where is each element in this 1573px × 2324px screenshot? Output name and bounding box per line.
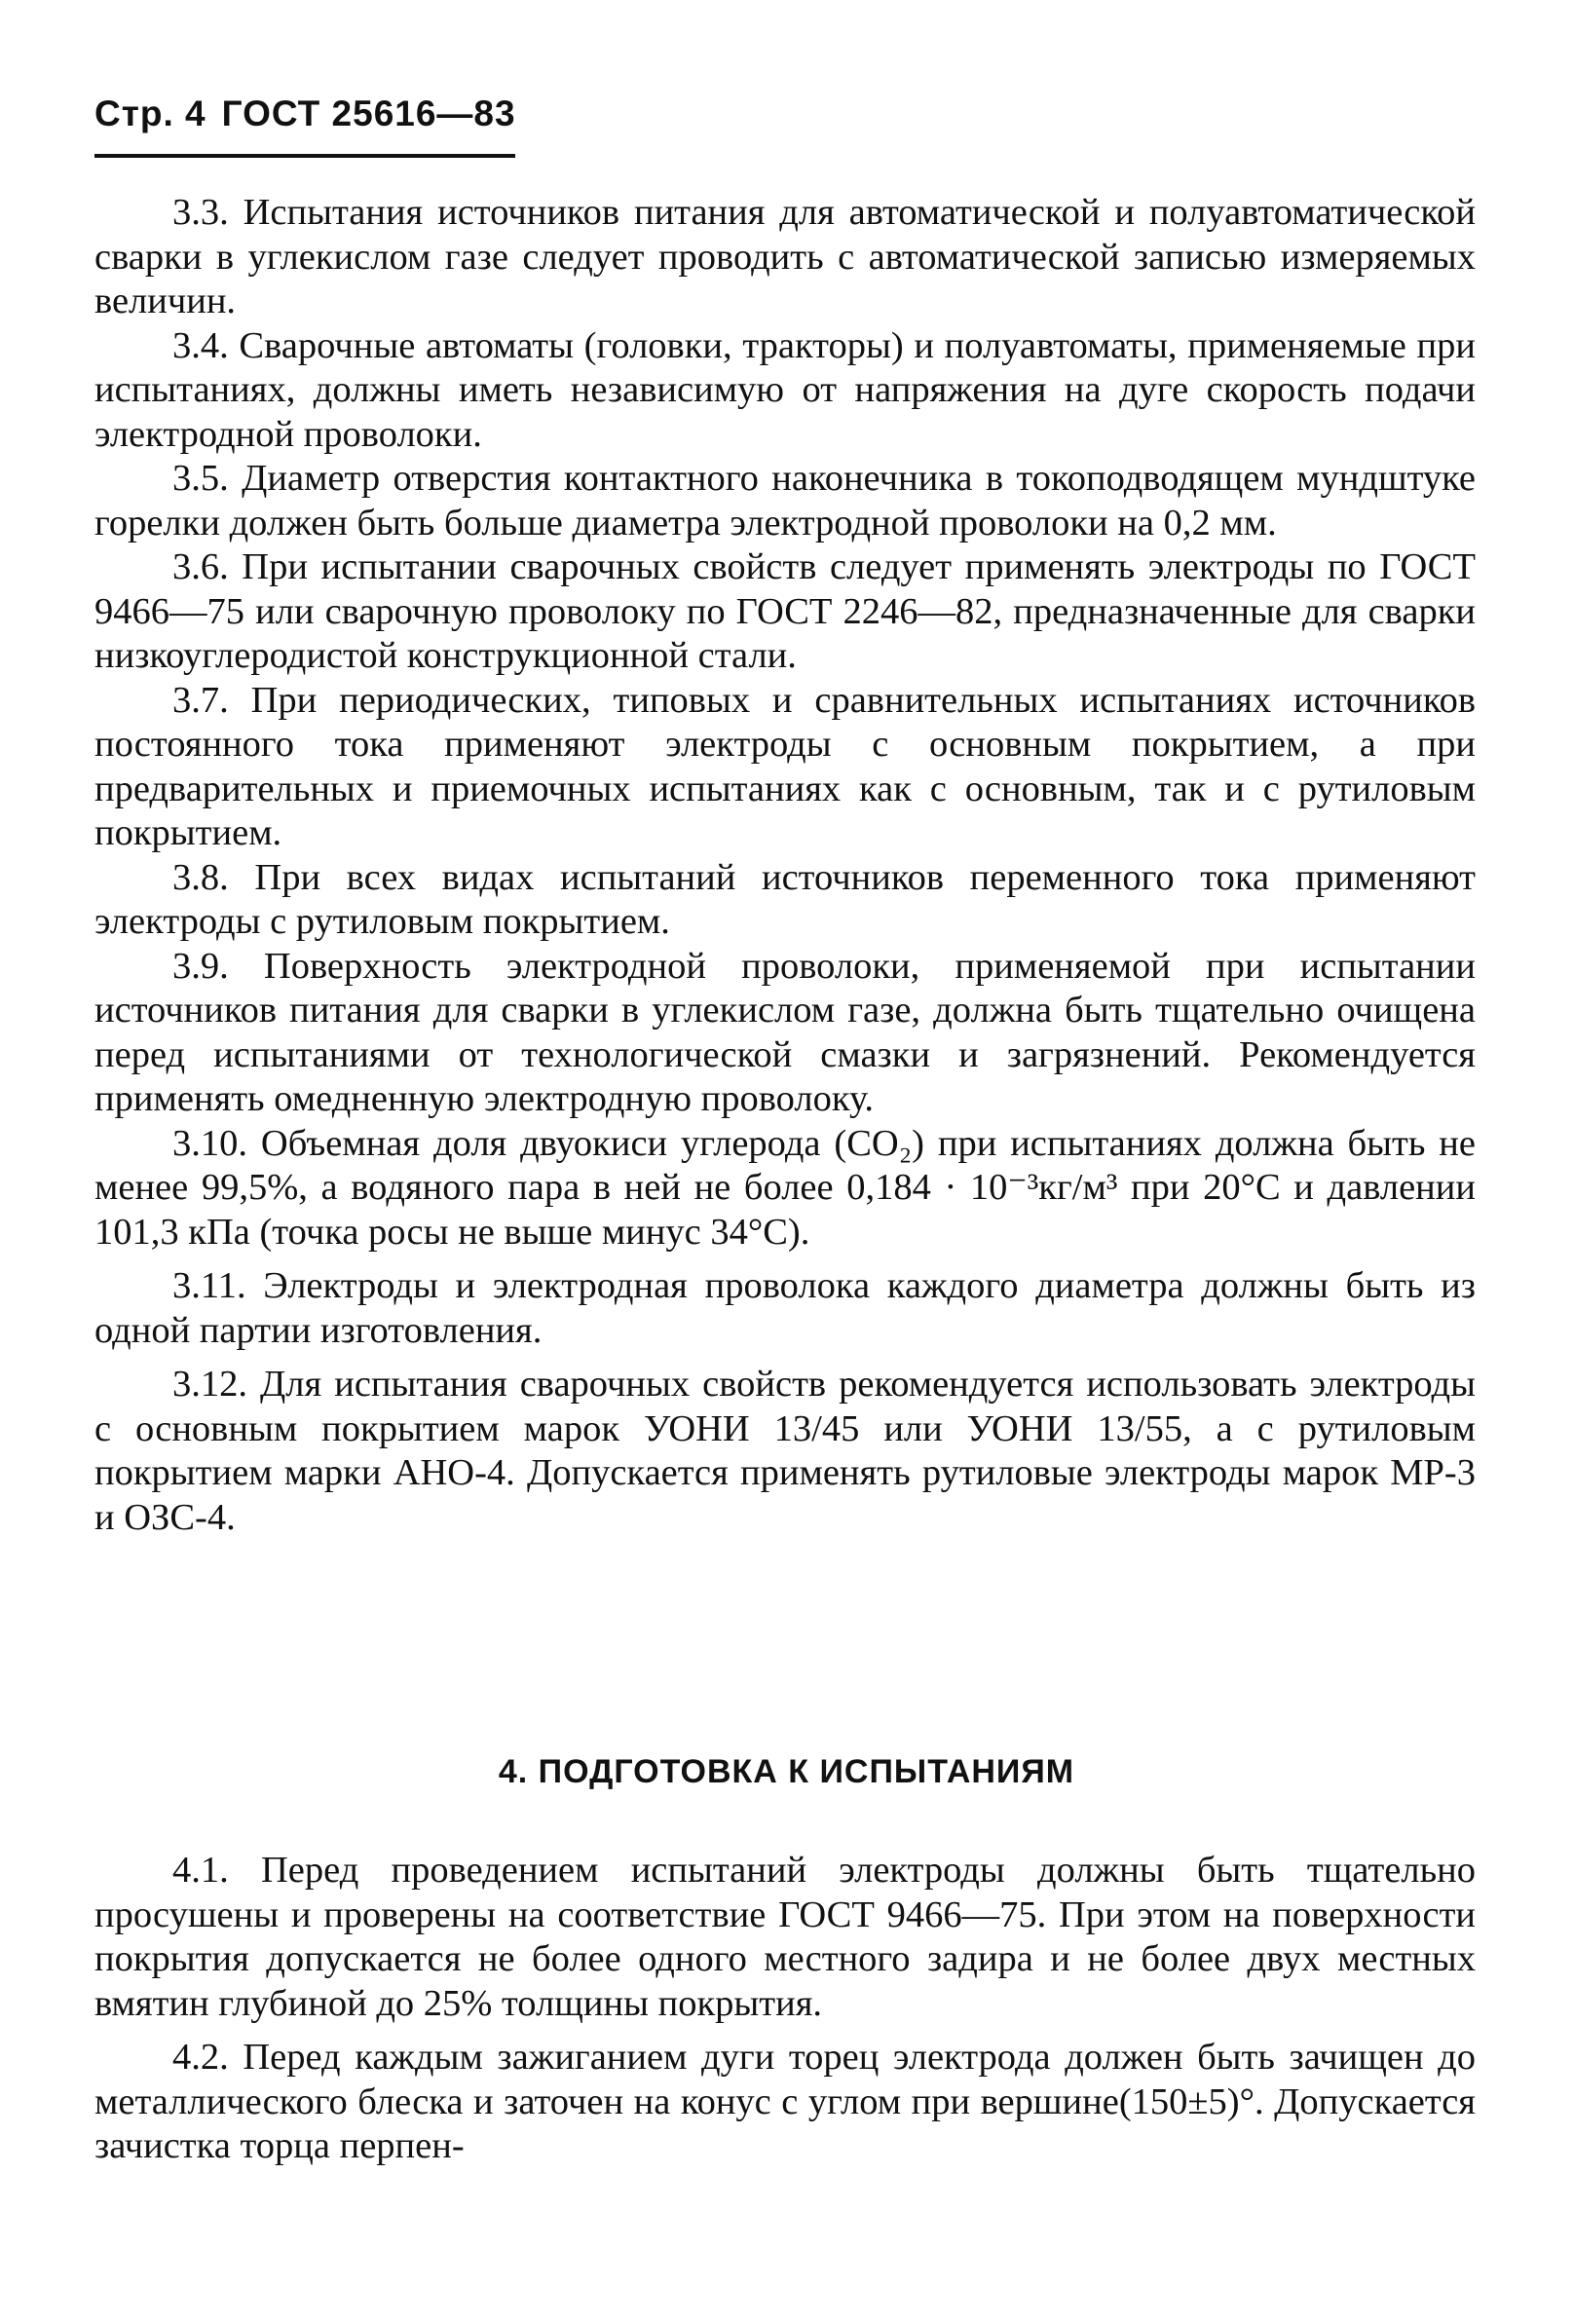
- paragraph-3-12: 3.12. Для испытания сварочных свойств рекомендуется использовать электроды с основным покрытием марок УОНИ 13/45 или УОНИ 13/55, а с рутиловым покрытием марки АНО-4. Допускается применять рутиловые электроды марок МР-3 и ОЗС-4.: [94, 1364, 1476, 1538]
- paragraph-4-1: 4.1. Перед проведением испытаний электроды должны быть тщательно просушены и проверены на соответствие ГОСТ 9466—75. При этом на поверхности покрытия допускается не более одного местного задира и не более двух местных вмятин глубиной до 25% толщины покрытия.: [94, 1850, 1476, 2024]
- paragraph-3-5: 3.5. Диаметр отверстия контактного наконечника в токоподводящем мундштуке горелки должен быть больше диаметра электродной проволоки на 0,2 мм.: [94, 458, 1476, 544]
- paragraph-3-10: 3.10. Объемная доля двуокиси углерода (CO₂) при испытаниях должна быть не менее 99,5%, а водяного пара в ней не более 0,184 · 10⁻³кг/м³ при 20°С и давлении 101,3 кПа (точка росы не выше минус 34°С).: [94, 1122, 1476, 1253]
- section-3-body: [94, 191, 1476, 1540]
- paragraph-3-3: 3.3. Испытания источников питания для автоматической и полуавтоматической сварки в углекислом газе следует проводить с автоматической записью измеряемых величин.: [94, 192, 1476, 321]
- standard-code: ГОСТ 25616—83: [221, 94, 516, 133]
- section-4-body: [94, 1849, 1476, 2169]
- page-number-label: Стр. 4: [94, 94, 206, 133]
- paragraph-3-6: 3.6. При испытании сварочных свойств следует применять электроды по ГОСТ 9466—75 или сварочную проволоку по ГОСТ 2246—82, предназначенные для сварки низкоуглеродистой конструкционной стали.: [94, 546, 1476, 676]
- paragraph-3-4: 3.4. Сварочные автоматы (головки, тракторы) и полуавтоматы, применяемые при испытаниях, должны иметь независимую от напряжения на дуге скорость подачи электродной проволоки.: [94, 324, 1476, 455]
- section-4-title: 4. ПОДГОТОВКА К ИСПЫТАНИЯМ: [498, 1753, 1075, 1790]
- paragraph-4-2: 4.2. Перед каждым зажиганием дуги торец электрода должен быть зачищен до металлического блеска и заточен на конус с углом при вершине(150±5)°. Допускается зачистка торца перпен-: [94, 2037, 1476, 2166]
- header-rule: [94, 154, 515, 158]
- paragraph-3-7: 3.7. При периодических, типовых и сравнительных испытаниях источников постоянного тока применяют электроды с основным покрытием, а при предварительных и приемочных испытаниях как с основным, так и с рутиловым покрытием.: [94, 679, 1476, 853]
- paragraph-3-8: 3.8. При всех видах испытаний источников переменного тока применяют электроды с рутиловым покрытием.: [94, 856, 1476, 942]
- running-header: [94, 94, 532, 134]
- paragraph-3-11: 3.11. Электроды и электродная проволока каждого диаметра должны быть из одной партии изготовления.: [94, 1265, 1476, 1351]
- paragraph-3-9: 3.9. Поверхность электродной проволоки, применяемой при испытании источников питания для сварки в углекислом газе, должна быть тщательно очищена перед испытаниями от технологической смазки и загрязнений. Рекомендуется применять омедненную электродную проволоку.: [94, 945, 1476, 1119]
